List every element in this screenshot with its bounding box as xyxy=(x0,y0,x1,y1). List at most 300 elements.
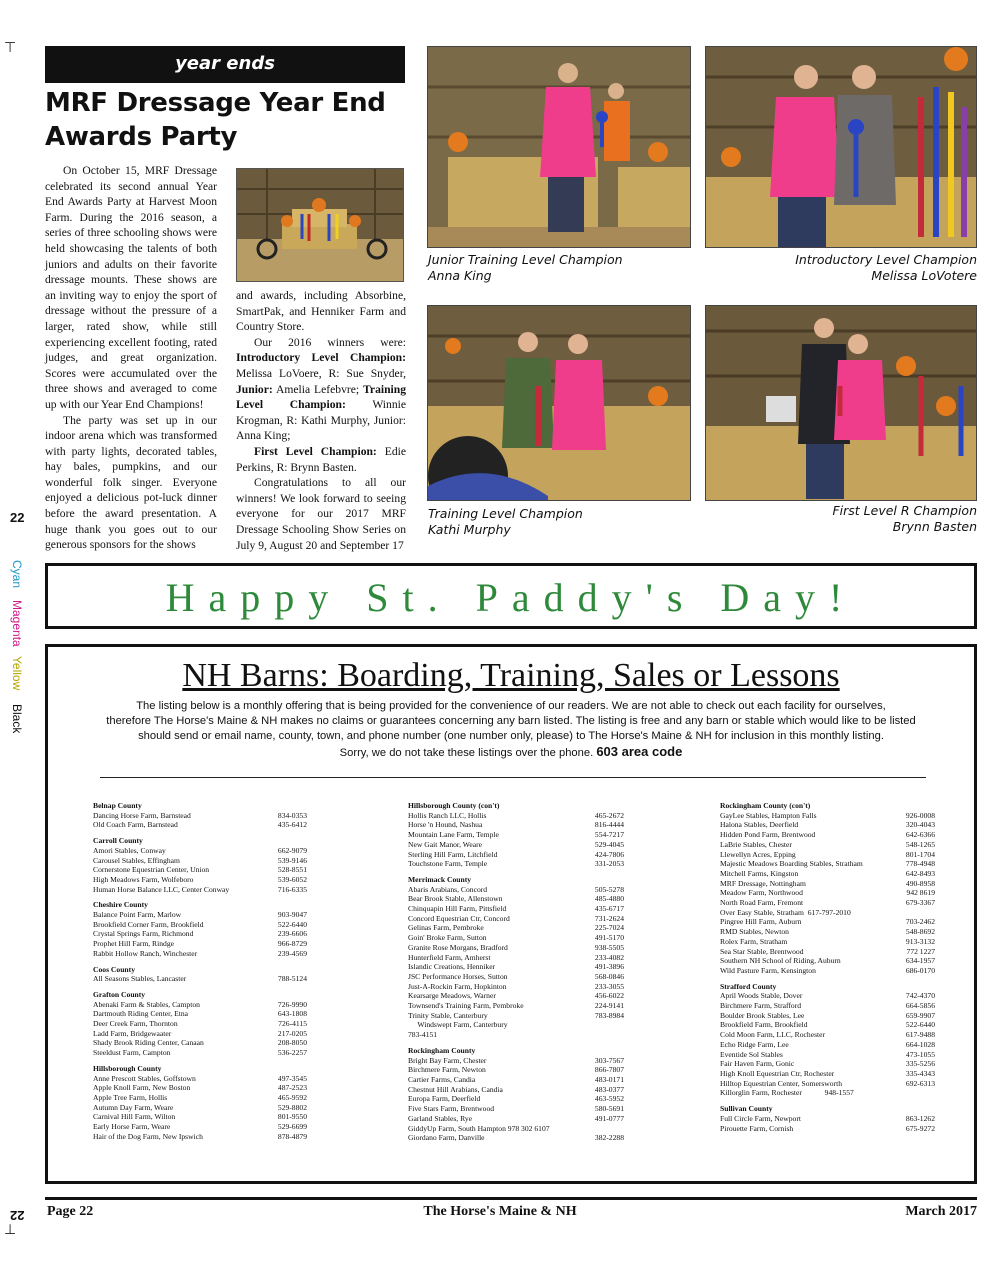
barn-name: Over Easy Stable, Stratham 617-797-2010 xyxy=(720,907,851,917)
cmyk-black: Black xyxy=(10,704,24,734)
barn-entry xyxy=(720,991,935,1001)
barn-entry xyxy=(720,1069,935,1079)
barn-name: GiddyUp Farm, South Hampton 978 302 6107 xyxy=(408,1123,550,1133)
footer-rule xyxy=(45,1197,977,1200)
barn-phone: 548-8692 xyxy=(905,927,935,937)
barn-entry xyxy=(408,943,624,953)
county-heading: Cheshire County xyxy=(93,900,148,910)
barn-entry xyxy=(93,920,307,930)
winners-intro: Our 2016 winners were: xyxy=(254,335,406,349)
barn-entry xyxy=(93,1000,307,1010)
barn-entry xyxy=(408,1104,624,1114)
barn-name: Full Circle Farm, Newport xyxy=(720,1113,801,1123)
barn-name: North Road Farm, Fremont xyxy=(720,898,804,908)
county-heading: Rockingham County (con't) xyxy=(720,801,811,810)
barn-name: Goin' Broke Farm, Sutton xyxy=(408,933,487,943)
barn-entry xyxy=(93,865,307,875)
photo-training-champion xyxy=(427,305,691,501)
barn-entry xyxy=(720,1114,935,1124)
barn-entry xyxy=(720,830,935,840)
barn-entry xyxy=(720,927,935,937)
county-heading: Rockingham County xyxy=(408,1045,476,1055)
area-code: 603 area code xyxy=(596,744,683,759)
barn-name: Human Horse Balance LLC, Center Conway xyxy=(93,884,230,894)
barns-listing xyxy=(45,644,977,1184)
barn-name: Rabbit Hollow Ranch, Winchester xyxy=(93,948,198,958)
st-paddys-text: Happy St. Paddy's Day! xyxy=(165,575,857,620)
barn-name: Just-A-Rockin Farm, Hopkinton xyxy=(408,981,507,991)
barn-phone: 303-7567 xyxy=(594,1055,624,1065)
article-headline: MRF Dressage Year End Awards Party xyxy=(45,88,386,152)
barn-phone: 834-0353 xyxy=(277,810,307,820)
barn-entry xyxy=(720,850,935,860)
barn-phone: 913-3132 xyxy=(905,936,935,946)
barn-name: Cornerstone Equestrian Center, Union xyxy=(93,865,210,875)
barn-entry xyxy=(93,949,307,959)
barn-name: Rolex Farm, Stratham xyxy=(720,936,788,946)
barn-name: Townsend's Training Farm, Pembroke xyxy=(408,1001,524,1011)
county-heading: Coos County xyxy=(93,964,135,974)
barn-phone: 473-1055 xyxy=(905,1049,935,1059)
cmyk-cyan: Cyan xyxy=(10,560,24,589)
barn-phone: 778-4948 xyxy=(905,859,935,869)
barn-phone: 686-0170 xyxy=(905,965,935,975)
article-paragraph: Congratulations to all our winners! We look forward to seeing everyone for our 2017 MRF Dressage Schooling Show Series on July 9, August 20 and September 17 xyxy=(236,476,406,552)
barn-name: Bright Bay Farm, Chester xyxy=(408,1055,487,1065)
barn-name: Hidden Pond Farm, Brentwood xyxy=(720,830,816,840)
barn-phone: 539-6052 xyxy=(277,874,307,884)
barn-entry xyxy=(720,956,935,966)
intro-phone-note: Sorry, we do not take these listings over the phone. xyxy=(339,747,594,759)
barn-phone: 926-0008 xyxy=(905,810,935,820)
county-heading: Hillsborough County (con't) xyxy=(408,801,500,810)
barn-phone: 692-6313 xyxy=(905,1078,935,1088)
barn-entry xyxy=(408,1056,624,1066)
award-photo-image xyxy=(706,306,977,501)
barn-entry xyxy=(408,1011,624,1021)
barn-entry xyxy=(408,972,624,982)
county-heading: Grafton County xyxy=(93,989,146,999)
barn-entry xyxy=(720,859,935,869)
training-level-label: Training Level Champion: xyxy=(236,382,406,412)
barn-phone: 966-8729 xyxy=(277,939,307,949)
barn-entry xyxy=(408,1030,624,1040)
barn-phone: 664-1028 xyxy=(905,1039,935,1049)
barn-phone: 772 1227 xyxy=(906,946,935,956)
barn-entry xyxy=(93,929,307,939)
arena-scene-image xyxy=(237,169,404,282)
barn-phone: 424-7806 xyxy=(594,849,624,859)
barn-entry xyxy=(408,1065,624,1075)
barn-phone: 726-4115 xyxy=(278,1019,307,1029)
barn-name: Horse 'n Hound, Nashua xyxy=(408,820,483,830)
barn-name: Chinquapin Hill Farm, Pittsfield xyxy=(408,904,507,914)
barn-name: Windswept Farm, Canterbury xyxy=(408,1020,508,1030)
st-paddys-banner xyxy=(45,563,977,629)
barn-entry xyxy=(720,888,935,898)
barn-phone: 490-8958 xyxy=(905,878,935,888)
barn-phone: 465-2672 xyxy=(594,810,624,820)
barn-name: Mountain Lane Farm, Temple xyxy=(408,830,499,840)
barn-entry xyxy=(720,1059,935,1069)
barn-entry xyxy=(93,856,307,866)
barn-entry xyxy=(93,1083,307,1093)
barn-phone: 788-5124 xyxy=(277,974,307,984)
barn-name: 783-4151 xyxy=(408,1030,438,1040)
barn-phone: 659-9907 xyxy=(905,1010,935,1020)
barn-name: Autumn Day Farm, Weare xyxy=(93,1102,174,1112)
barn-name: Boulder Brook Stables, Lee xyxy=(720,1010,805,1020)
county-heading: Carroll County xyxy=(93,836,143,846)
barn-phone: 801-1704 xyxy=(905,849,935,859)
barn-phone: 483-0377 xyxy=(594,1084,624,1094)
barn-name: Dancing Horse Farm, Barnstead xyxy=(93,810,191,820)
barn-name: Touchstone Farm, Temple xyxy=(408,859,488,869)
barn-entry xyxy=(408,1094,624,1104)
barn-name: Hollis Ranch LLC, Hollis xyxy=(408,810,487,820)
barn-entry xyxy=(93,939,307,949)
barn-phone: 491-0777 xyxy=(594,1113,624,1123)
barn-entry xyxy=(720,879,935,889)
barn-phone: 497-3545 xyxy=(277,1073,307,1083)
caption-title: Junior Training Level Champion xyxy=(428,252,623,267)
barn-phone: 942 8619 xyxy=(906,888,935,898)
barn-phone: 726-9990 xyxy=(277,999,307,1009)
barn-name: Southern NH School of Riding, Auburn xyxy=(720,956,841,966)
barn-entry xyxy=(408,962,624,972)
barn-phone: 568-0846 xyxy=(594,971,624,981)
barn-entry xyxy=(408,1124,624,1134)
barn-phone: 938-5505 xyxy=(594,942,624,952)
barn-name: Five Stars Farm, Brentwood xyxy=(408,1104,495,1114)
barn-entry xyxy=(408,991,624,1001)
barn-name: Garland Stables, Rye xyxy=(408,1113,473,1123)
article-column-2 xyxy=(236,288,406,553)
footer-date: March 2017 xyxy=(905,1204,977,1219)
barn-name: Pirouette Farm, Cornish xyxy=(720,1123,794,1133)
barn-name: Deer Creek Farm, Thornton xyxy=(93,1019,178,1029)
barn-phone: 435-6412 xyxy=(277,820,307,830)
barn-entry xyxy=(720,840,935,850)
barn-phone: 536-2257 xyxy=(277,1048,307,1058)
barn-entry xyxy=(93,1048,307,1058)
barn-entry xyxy=(408,1133,624,1143)
barn-entry xyxy=(408,830,624,840)
barn-phone: 224-9141 xyxy=(594,1001,624,1011)
divider xyxy=(100,777,926,778)
cmyk-yellow: Yellow xyxy=(10,656,24,691)
barn-phone: 548-1265 xyxy=(905,839,935,849)
barn-entry xyxy=(720,1050,935,1060)
barn-name: Carousel Stables, Effingham xyxy=(93,855,180,865)
barn-name: Llewellyn Acres, Epping xyxy=(720,849,796,859)
barn-entry xyxy=(93,974,307,984)
barn-entry xyxy=(408,859,624,869)
article-paragraph: and awards, including Absorbine, SmartPak, and Henniker Farm and Country Store. xyxy=(236,289,406,334)
barn-entry xyxy=(720,947,935,957)
intro-line: The listing below is a monthly offering that is being provided for the convenience of our readers. We are not able to check out each facility for ourselves, xyxy=(136,700,886,712)
barn-name: Concord Equestrian Ctr, Concord xyxy=(408,913,510,923)
photo-junior-training-champion xyxy=(427,46,691,248)
barn-name: Meadow Farm, Northwood xyxy=(720,888,803,898)
county-heading: Strafford County xyxy=(720,981,777,991)
barn-entry xyxy=(720,1030,935,1040)
barn-list-column-1 xyxy=(93,801,307,1142)
barns-intro xyxy=(98,699,924,761)
barn-phone: 816-4444 xyxy=(594,820,624,830)
barn-entry xyxy=(408,840,624,850)
barn-name: High Meadows Farm, Wolfeboro xyxy=(93,874,194,884)
barn-phone: 878-4879 xyxy=(277,1131,307,1141)
award-photo-image xyxy=(428,306,691,501)
barn-name: Killorglin Farm, Rochester 948-1557 xyxy=(720,1088,854,1098)
barn-phone: 731-2624 xyxy=(594,913,624,923)
article-column-1 xyxy=(45,163,217,553)
photo-caption-2 xyxy=(705,252,977,284)
barn-phone: 487-2523 xyxy=(277,1083,307,1093)
barn-name: Crystal Springs Farm, Richmond xyxy=(93,929,194,939)
barn-name: Granite Rose Morgans, Bradford xyxy=(408,942,508,952)
caption-name: Brynn Basten xyxy=(892,519,977,534)
barn-name: Sea Star Stable, Brentwood xyxy=(720,946,804,956)
first-level-text: Edie Perkins, R: Brynn Basten. xyxy=(236,444,406,474)
barn-name: April Woods Stable, Dover xyxy=(720,991,803,1001)
caption-name: Melissa LoVotere xyxy=(871,268,977,283)
intro-line: should send or email name, county, town, and phone number (one number only, please) to The Horse's Maine & NH for inclusion in this monthly listing. xyxy=(138,730,884,742)
barn-phone: 320-4043 xyxy=(905,820,935,830)
barn-name: Europa Farm, Deerfield xyxy=(408,1094,481,1104)
barn-phone: 456-6022 xyxy=(594,991,624,1001)
cmyk-magenta: Magenta xyxy=(10,600,24,647)
barn-list-column-3 xyxy=(720,801,935,1133)
award-photo-image xyxy=(706,47,977,248)
barn-entry xyxy=(720,1124,935,1134)
barn-phone: 465-9592 xyxy=(277,1092,307,1102)
barn-name: All Seasons Stables, Lancaster xyxy=(93,974,187,984)
barn-name: GayLee Stables, Hampton Falls xyxy=(720,810,817,820)
barn-phone: 335-5256 xyxy=(905,1059,935,1069)
barn-entry xyxy=(720,1011,935,1021)
barn-name: Mitchell Farms, Kingston xyxy=(720,868,799,878)
barn-entry xyxy=(408,1020,624,1030)
barn-phone: 483-0171 xyxy=(594,1074,624,1084)
barn-entry xyxy=(720,1079,935,1089)
barn-name: Majestic Meadows Boarding Stables, Stratham xyxy=(720,859,863,869)
barn-name: RMD Stables, Newton xyxy=(720,927,789,937)
barn-phone: 903-9047 xyxy=(277,910,307,920)
barn-entry xyxy=(93,846,307,856)
county-heading: Merrimack County xyxy=(408,874,472,884)
photo-introductory-champion xyxy=(705,46,977,248)
barn-phone: 491-3896 xyxy=(594,962,624,972)
barn-name: Apple Tree Farm, Hollis xyxy=(93,1092,168,1102)
barn-entry xyxy=(408,1114,624,1124)
barn-name: Halona Stables, Deerfield xyxy=(720,820,799,830)
arena-photo xyxy=(236,168,404,282)
caption-title: Introductory Level Champion xyxy=(795,252,977,267)
barn-name: LaBrie Stables, Chester xyxy=(720,839,792,849)
county-heading: Hillsborough County xyxy=(93,1063,162,1073)
barn-phone: 801-9550 xyxy=(277,1112,307,1122)
barn-entry xyxy=(408,820,624,830)
barn-entry xyxy=(408,850,624,860)
barn-name: Hilltop Equestrian Center, Somersworth xyxy=(720,1078,843,1088)
caption-title: Training Level Champion xyxy=(428,506,583,521)
junior-text: Amelia Lefebvre; xyxy=(272,382,360,396)
barn-entry xyxy=(720,917,935,927)
barn-entry xyxy=(408,914,624,924)
barn-entry xyxy=(720,898,935,908)
article-paragraph: The party was set up in our indoor arena which was transformed with party lights, decorated tables, hay bales, pumpkins, and our wonderful folk singer. Everyone enjoyed a delicious pot-luck dinner before the award presentation. A huge thank you goes out to our generous sponsors for the shows xyxy=(45,413,217,552)
barn-entry xyxy=(93,1038,307,1048)
barn-name: Birchmere Farm, Newton xyxy=(408,1065,486,1075)
barn-phone: 529-8802 xyxy=(277,1102,307,1112)
barn-entry xyxy=(720,820,935,830)
barn-phone: 742-4370 xyxy=(905,991,935,1001)
barn-name: Abaris Arabians, Concord xyxy=(408,884,488,894)
barn-name: Trinity Stable, Canterbury xyxy=(408,1010,488,1020)
barn-name: Fair Haven Farm, Gonic xyxy=(720,1059,795,1069)
barn-phone: 335-4343 xyxy=(905,1068,935,1078)
barn-entry xyxy=(720,1020,935,1030)
barn-phone: 679-3367 xyxy=(905,898,935,908)
barn-name: Giordano Farm, Danville xyxy=(408,1133,485,1143)
barn-phone: 642-6366 xyxy=(905,830,935,840)
barn-name: Dartmouth Riding Center, Etna xyxy=(93,1009,189,1019)
barn-entry xyxy=(93,811,307,821)
barn-name: Hunterfield Farm, Amherst xyxy=(408,952,491,962)
barn-entry xyxy=(408,923,624,933)
barn-phone: 463-5952 xyxy=(594,1094,624,1104)
margin-page-number-bottom: 22 xyxy=(10,1208,25,1223)
barn-phone: 783-8984 xyxy=(594,1010,624,1020)
barn-name: Chestnut Hill Arabians, Candia xyxy=(408,1084,503,1094)
barn-name: Hair of the Dog Farm, New Ipswich xyxy=(93,1131,203,1141)
barn-phone: 485-4880 xyxy=(594,894,624,904)
barn-phone: 217-0205 xyxy=(277,1028,307,1038)
barn-name: High Knoll Equestrian Ctr, Rochester xyxy=(720,1068,835,1078)
barn-phone: 522-6440 xyxy=(905,1020,935,1030)
barn-phone: 716-6335 xyxy=(277,884,307,894)
barn-entry xyxy=(93,1019,307,1029)
barn-phone: 617-9488 xyxy=(905,1030,935,1040)
barn-name: Apple Knoll Farm, New Boston xyxy=(93,1083,191,1093)
barn-phone: 529-6699 xyxy=(277,1122,307,1132)
barn-entry xyxy=(408,1001,624,1011)
caption-name: Kathi Murphy xyxy=(428,522,511,537)
barn-phone: 522-6440 xyxy=(277,919,307,929)
barn-entry xyxy=(408,1085,624,1095)
barn-name: Gelinas Farm, Pembroke xyxy=(408,923,484,933)
barn-entry xyxy=(93,875,307,885)
barn-entry xyxy=(93,1029,307,1039)
barn-name: Abenaki Farm & Stables, Campton xyxy=(93,999,200,1009)
barn-list-column-2 xyxy=(408,801,624,1143)
barn-entry xyxy=(720,869,935,879)
barn-name: Birchmere Farm, Strafford xyxy=(720,1001,802,1011)
barn-phone: 225-7024 xyxy=(594,923,624,933)
barn-entry xyxy=(93,885,307,895)
intro-level-label: Introductory Level Champion: xyxy=(236,351,406,365)
training-level-text: Winnie Krogman, R: Kathi Murphy, Junior: Anna King; xyxy=(236,398,406,443)
barn-entry xyxy=(720,1040,935,1050)
barn-name: Anne Prescott Stables, Goffstown xyxy=(93,1073,196,1083)
cmyk-color-bar xyxy=(6,560,26,740)
barn-name: Shady Brook Riding Center, Canaan xyxy=(93,1038,204,1048)
barn-entry xyxy=(408,894,624,904)
barn-phone: 642-8493 xyxy=(905,868,935,878)
barn-entry xyxy=(408,982,624,992)
barn-name: Balance Point Farm, Marlow xyxy=(93,910,182,920)
barn-name: Eventide Sol Stables xyxy=(720,1049,783,1059)
barn-name: Islandic Creations, Henniker xyxy=(408,962,496,972)
barn-phone: 239-4569 xyxy=(277,948,307,958)
barn-phone: 554-7217 xyxy=(594,830,624,840)
first-level-label: First Level Champion: xyxy=(254,444,377,458)
barn-phone: 435-6717 xyxy=(594,904,624,914)
barn-name: Early Horse Farm, Weare xyxy=(93,1122,171,1132)
barn-name: Amori Stables, Conway xyxy=(93,845,166,855)
barn-entry xyxy=(720,1001,935,1011)
barn-entry xyxy=(408,1075,624,1085)
barn-entry xyxy=(408,811,624,821)
photo-caption-4 xyxy=(705,503,977,535)
barn-entry xyxy=(408,885,624,895)
junior-label: Junior: xyxy=(236,382,273,396)
barn-name: Bear Brook Stable, Allenstown xyxy=(408,894,503,904)
barn-entry xyxy=(93,1112,307,1122)
photo-first-level-champion xyxy=(705,305,977,501)
barn-name: Prophet Hill Farm, Rindge xyxy=(93,939,174,949)
barn-phone: 662-9079 xyxy=(277,845,307,855)
caption-title: First Level R Champion xyxy=(832,503,977,518)
first-level-paragraph xyxy=(236,444,406,475)
barn-phone: 208-8050 xyxy=(277,1038,307,1048)
barn-phone: 866-7807 xyxy=(594,1065,624,1075)
footer-publication: The Horse's Maine & NH xyxy=(423,1204,577,1219)
barn-phone: 491-5170 xyxy=(594,933,624,943)
barn-name: Pingree Hill Farm, Auburn xyxy=(720,917,802,927)
barn-entry xyxy=(720,966,935,976)
barn-name: Brookfield Corner Farm, Brookfield xyxy=(93,919,204,929)
barn-phone: 528-8551 xyxy=(277,865,307,875)
barn-phone: 703-2462 xyxy=(905,917,935,927)
barns-title: NH Barns: Boarding, Training, Sales or Lessons xyxy=(182,657,840,694)
barn-entry xyxy=(93,910,307,920)
barn-name: Ladd Farm, Bridgewaater xyxy=(93,1028,172,1038)
barn-phone: 331-2053 xyxy=(594,859,624,869)
county-heading: Sullivan County xyxy=(720,1104,773,1114)
barn-entry xyxy=(720,811,935,821)
footer-page: Page 22 xyxy=(47,1204,94,1219)
barn-phone: 863-1262 xyxy=(905,1113,935,1123)
intro-line xyxy=(98,744,924,761)
article-paragraph: On October 15, MRF Dressage celebrated its second annual Year End Awards Party at Harvest Moon Farm. During the 2016 season, a series of three schooling shows were held showcasing the talents of both juniors and adults on their favorite dressage mounts. These shows are an inviting way to enjoy the sport of dressage without the pressure of a larger, rated show, while still experiencing excellent footing, rated judges, and great organization. Scores were accumulated over the three shows and averaged to come up with our Year End Champions! xyxy=(45,164,217,411)
barn-entry xyxy=(720,908,935,918)
barn-phone: 675-9272 xyxy=(905,1123,935,1133)
barn-phone: 539-9146 xyxy=(277,855,307,865)
barn-name: Old Coach Farm, Barnstead xyxy=(93,820,178,830)
barn-name: Steeldust Farm, Campton xyxy=(93,1048,171,1058)
barn-name: Sterling Hill Farm, Litchfield xyxy=(408,849,498,859)
margin-page-number: 22 xyxy=(10,510,25,525)
barn-name: New Gait Manor, Weare xyxy=(408,839,483,849)
barn-name: JSC Performance Horses, Sutton xyxy=(408,971,508,981)
barn-name: Carnival Hill Farm, Wilton xyxy=(93,1112,176,1122)
section-label: year ends xyxy=(45,46,405,86)
barn-name: Cartier Farms, Candia xyxy=(408,1074,476,1084)
crop-mark-bottom: ⊥ xyxy=(4,1222,17,1238)
